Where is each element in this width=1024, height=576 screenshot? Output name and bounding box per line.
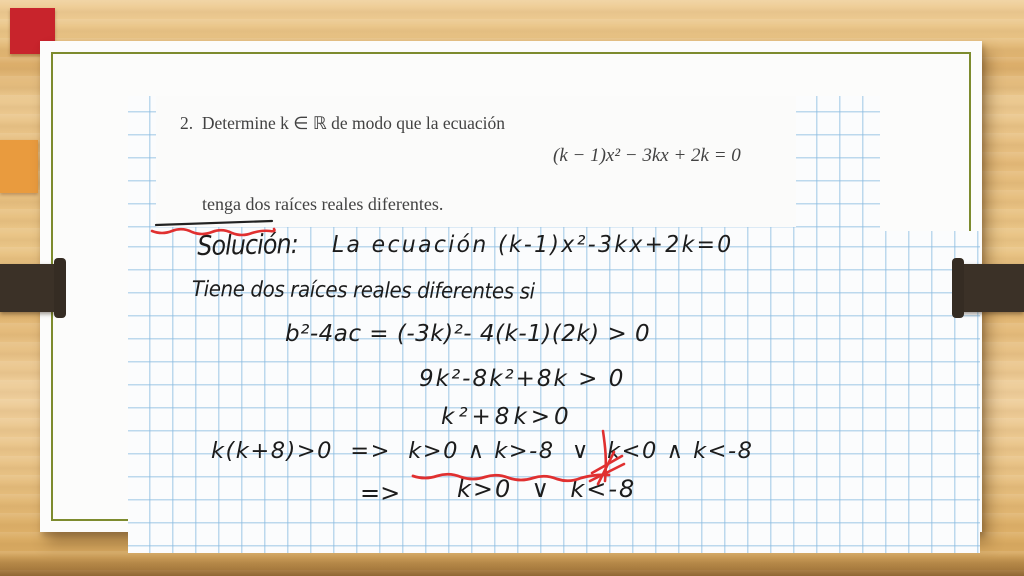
orange-accent-square	[0, 140, 38, 193]
handwritten-simplified-line: k²+8k>0	[441, 404, 573, 430]
right-strap-cap	[952, 258, 964, 318]
handwritten-discriminant-line: b²-4ac = (-3k)²- 4(k-1)(2k) > 0	[285, 321, 651, 347]
problem-statement-line: 2. Determine k ∈ ℝ de modo que la ecuación	[180, 113, 506, 133]
handwritten-expansion-line: 9k²-8k²+8k > 0	[419, 366, 626, 392]
right-strap	[960, 264, 1024, 312]
problem-equation: (k − 1)x² − 3kx + 2k = 0	[553, 145, 741, 166]
left-strap-cap	[54, 258, 66, 318]
handwritten-equation-line: La ecuación (k-1)x²-3kx+2k=0	[332, 232, 734, 258]
handwritten-final-answer: k>0 ∨ k<-8	[457, 475, 637, 503]
handwritten-cases-line: k(k+8)>0 => k>0 ∧ k>-8 ∨ k<0 ∧ k<-8	[211, 438, 754, 464]
problem-condition-line: tenga dos raíces reales diferentes.	[202, 194, 444, 214]
handwritten-solution-label: Solución:	[197, 229, 299, 262]
handwritten-condition-line: Tiene dos raíces reales diferentes si	[191, 277, 535, 305]
handwritten-implies-arrow: =>	[360, 479, 401, 507]
slide-card	[40, 41, 982, 532]
left-strap	[0, 264, 58, 312]
